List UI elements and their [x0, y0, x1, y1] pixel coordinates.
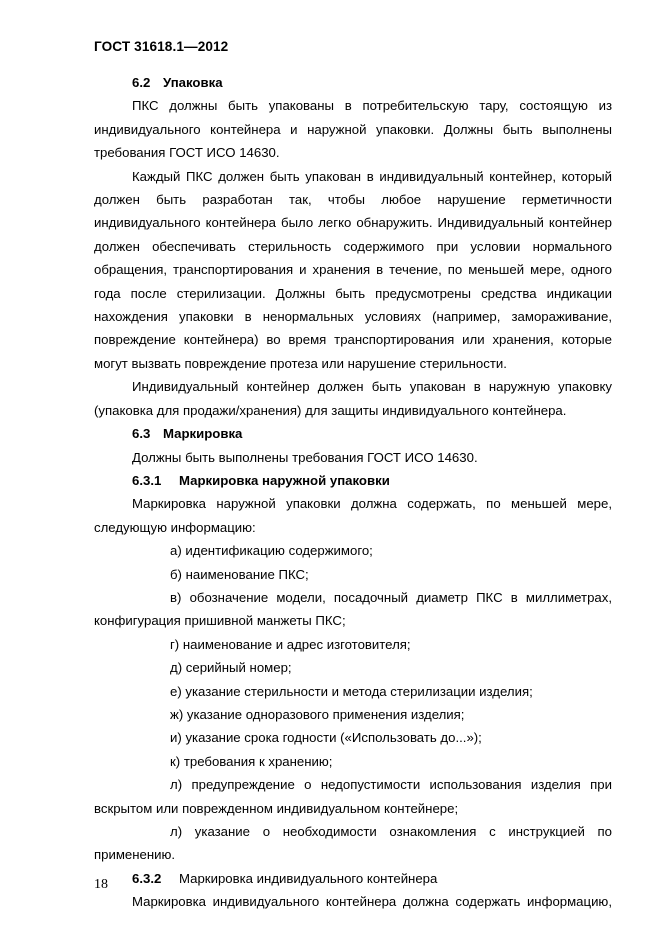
list-marker: л)	[170, 777, 183, 793]
list-item-text: указание о необходимости ознакомления с инструкцией по применению.	[94, 824, 612, 863]
marking-list	[94, 539, 612, 867]
list-item-text: указание срока годности («Использовать до...»);	[185, 730, 482, 746]
list-marker: б)	[170, 566, 182, 582]
document-id-header: ГОСТ 31618.1—2012	[94, 39, 229, 54]
list-item-text: указание одноразового применения изделия;	[186, 706, 465, 722]
list-item	[94, 563, 612, 586]
section-heading-6-3	[94, 422, 612, 445]
list-item	[94, 773, 612, 820]
list-item	[94, 703, 612, 726]
section-title: Маркировка наружной упаковки	[179, 472, 390, 488]
page-content	[94, 71, 612, 914]
section-title: Маркировка	[163, 426, 243, 442]
list-item-text: наименование и адрес изготовителя;	[182, 636, 411, 652]
section-number: 6.3.1	[132, 472, 162, 488]
list-item-text: идентификацию содержимого;	[185, 543, 373, 559]
list-marker: ж)	[170, 706, 184, 722]
list-item-text: предупреждение о недопустимости использования изделия при вскрытом или поврежденном индивидуальном контейнере;	[94, 777, 612, 816]
list-item	[94, 633, 612, 656]
list-marker: л)	[170, 824, 183, 839]
list-item	[94, 586, 612, 633]
paragraph: ПКС должны быть упакованы в потребительскую тару, состоящую из индивидуального контейнера и наружной упаковки. Должны быть выполнены требования ГОСТ ИСО 14630.	[94, 98, 612, 161]
paragraph: Каждый ПКС должен быть упакован в индивидуальный контейнер, который должен быть разработан так, чтобы любое нарушение герметичности индивидуального контейнера было легко обнаружить. Индивидуальный контейнер должен обеспечивать стерильность содержимого при условии нормального обращения, транспортирования и хранения в течение, по меньшей мере, одного года после стерилизации. Должны быть предусмотрены средства индикации нахождения упаковки в ненормальных условиях (например, замораживание, повреждение контейнера) во время транспортирования или хранения, которые могут вызвать повреждение протеза или нарушение стерильности.	[94, 168, 612, 371]
list-marker: к)	[170, 753, 181, 769]
section-heading-6-3-1	[94, 469, 612, 492]
paragraph: Маркировка наружной упаковки должна содержать, по меньшей мере, следующую информацию:	[94, 496, 612, 535]
list-item	[94, 656, 612, 679]
paragraph: Индивидуальный контейнер должен быть упакован в наружную упаковку (упаковка для продажи/хранения) для защиты индивидуального контейнера.	[94, 379, 612, 418]
list-item	[94, 750, 612, 773]
section-heading-6-2	[94, 71, 612, 94]
list-item-text: наименование ПКС;	[185, 566, 309, 582]
paragraph: Маркировка индивидуального контейнера должна содержать информацию,	[132, 894, 612, 910]
list-item	[94, 820, 612, 867]
list-marker: и)	[170, 730, 182, 746]
list-item-text: указание стерильности и метода стерилизации изделия;	[185, 683, 533, 699]
list-marker: а)	[170, 543, 182, 559]
list-item	[94, 680, 612, 703]
list-item-text: обозначение модели, посадочный диаметр ПКС в миллиметрах, конфигурация пришивной манжеты ПКС;	[94, 589, 613, 629]
list-marker: г)	[170, 636, 180, 652]
section-number: 6.2	[132, 75, 151, 90]
page-number: 18	[94, 877, 108, 892]
section-title: Упаковка	[163, 75, 223, 90]
list-marker: в)	[170, 589, 182, 605]
list-marker: е)	[170, 683, 182, 699]
list-item-text: серийный номер;	[185, 660, 292, 676]
list-item	[94, 539, 612, 562]
list-marker: д)	[170, 660, 183, 676]
section-number: 6.3.2	[132, 870, 162, 886]
list-item-text: требования к хранению;	[183, 753, 333, 769]
paragraph: Должны быть выполнены требования ГОСТ ИСО 14630.	[132, 449, 478, 465]
section-title: Маркировка индивидуального контейнера	[179, 870, 438, 886]
section-number: 6.3	[132, 426, 151, 442]
section-heading-6-3-2	[94, 867, 612, 890]
list-item	[94, 726, 612, 749]
